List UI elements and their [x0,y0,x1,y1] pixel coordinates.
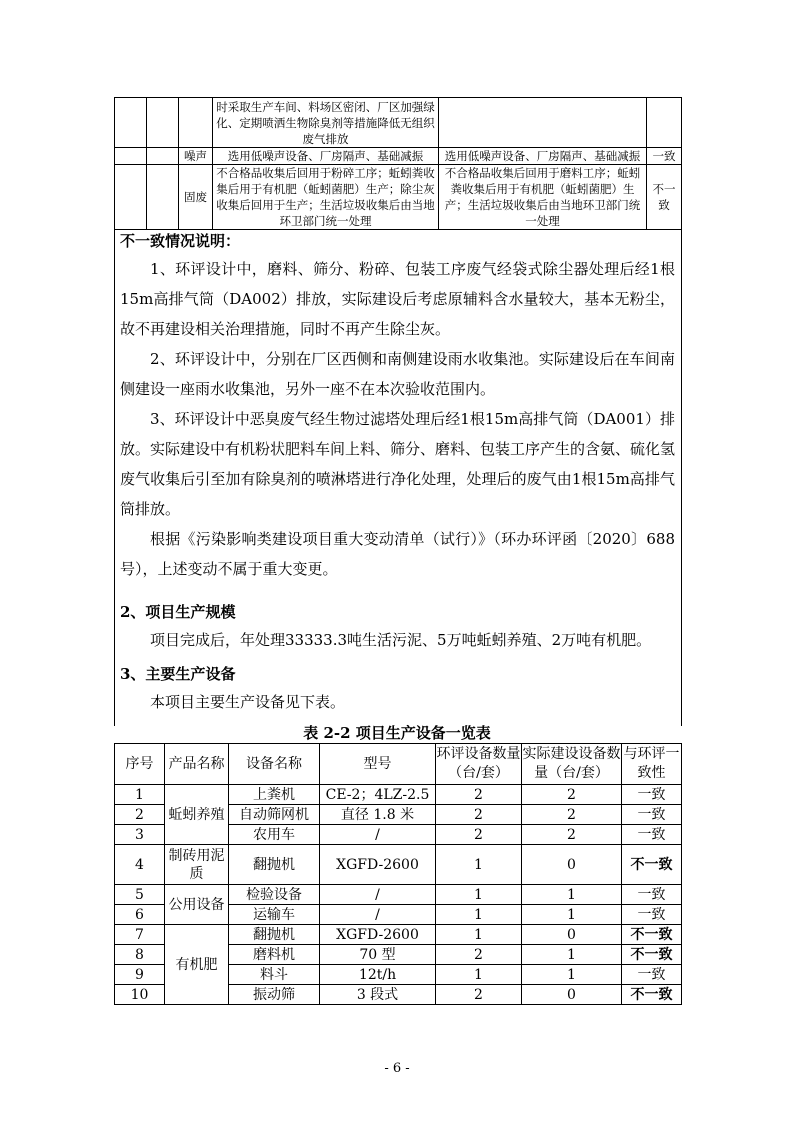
consistency-status: 一致 [622,805,682,825]
header-cell: 环评设备数量（台/套） [436,744,522,785]
equipment-model: / [320,905,436,925]
equipment-name: 运输车 [229,905,320,925]
equipment-name: 翻抛机 [229,845,320,885]
actual-quantity: 0 [522,925,622,945]
consistency-status: 一致 [622,965,682,985]
table-row [115,925,682,945]
header-cell: 型号 [320,744,436,785]
row-number: 1 [115,785,165,805]
table-cell [115,148,147,165]
actual-quantity: 0 [522,985,622,1005]
actual-measure-cell [439,98,647,148]
product-group-cell: 蚯蚓养殖 [165,785,229,845]
equipment-model: CE-2；4LZ-2.5 [320,785,436,805]
header-cell: 与环评一致性 [622,744,682,785]
env-measure-cell: 选用低噪声设备、厂房隔声、基础减振 [213,148,439,165]
consistency-status: 不一致 [622,925,682,945]
equipment-model: / [320,885,436,905]
equipment-name: 磨料机 [229,945,320,965]
table-row [115,148,682,165]
row-number: 9 [115,965,165,985]
env-quantity: 2 [436,945,522,965]
section-heading-scale: 2、项目生产规模 [120,603,236,621]
table-cell [147,148,179,165]
row-number: 2 [115,805,165,825]
page-number: - 6 - [384,1061,410,1076]
header-cell: 实际建设设备数量（台/套） [522,744,622,785]
row-number: 10 [115,985,165,1005]
consistency-status: 不一致 [622,945,682,965]
consistency-status: 一致 [622,825,682,845]
actual-quantity: 2 [522,825,622,845]
consistency-status: 一致 [622,885,682,905]
product-group-cell: 有机肥 [165,925,229,1005]
row-number: 4 [115,845,165,885]
consistency-status: 一致 [622,785,682,805]
env-quantity: 2 [436,805,522,825]
consistency-status: 不一致 [622,985,682,1005]
header-cell: 设备名称 [229,744,320,785]
consistency-cell: 一致 [647,148,682,165]
explanation-paragraph-2: 2、环评设计中，分别在厂区西侧和南侧建设雨水收集池。实际建设后在车间南侧建设一座雨水收集池，另外一座不在本次验收范围内。 [120,350,675,398]
equipment-name: 上粪机 [229,785,320,805]
category-cell: 固废 [179,165,213,230]
row-number: 6 [115,905,165,925]
equipment-name: 振动筛 [229,985,320,1005]
table-row [115,885,682,905]
equipment-model: 直径 1.8 米 [320,805,436,825]
table-row [115,845,682,885]
equipment-name: 检验设备 [229,885,320,905]
equipment-table [114,743,682,1005]
equipment-name: 农用车 [229,825,320,845]
equipment-intro-paragraph: 本项目主要生产设备见下表。 [150,693,346,711]
table-row [115,165,682,230]
category-cell: 噪声 [179,148,213,165]
table-row [115,98,682,148]
product-group-cell: 制砖用泥质 [165,845,229,885]
consistency-status: 一致 [622,905,682,925]
consistency-cell: 不一致 [647,165,682,230]
env-measure-cell: 时采取生产车间、料场区密闭、厂区加强绿化、定期喷洒生物除臭剂等措施降低无组织废气排放 [213,98,439,148]
equipment-name: 自动筛网机 [229,805,320,825]
env-quantity: 1 [436,905,522,925]
table-cell [147,98,179,148]
env-quantity: 1 [436,845,522,885]
equipment-model: XGFD-2600 [320,925,436,945]
equipment-name: 料斗 [229,965,320,985]
actual-quantity: 2 [522,785,622,805]
explanation-paragraph-3: 3、环评设计中恶臭废气经生物过滤塔处理后经1根15m高排气筒（DA001）排放。实际建设中有机粉状肥料车间上料、筛分、磨料、包装工序产生的含氨、硫化氢废气收集后引至加有除臭剂的喷淋塔进行净化处理，处理后的废气由1根15m高排气筒排放。 [120,410,676,518]
equipment-model: 70 型 [320,945,436,965]
env-quantity: 1 [436,925,522,945]
table-cell [115,165,147,230]
actual-quantity: 1 [522,965,622,985]
env-quantity: 1 [436,885,522,905]
inconsistency-heading: 不一致情况说明： [120,232,241,250]
actual-quantity: 2 [522,805,622,825]
equipment-model: XGFD-2600 [320,845,436,885]
table-header-row [115,744,682,785]
product-group-cell: 公用设备 [165,885,229,925]
mitigation-measures-table [114,97,682,230]
actual-measure-cell: 选用低噪声设备、厂房隔声、基础减振 [439,148,647,165]
header-cell: 产品名称 [165,744,229,785]
explanation-paragraph-4: 根据《污染影响类建设项目重大变动清单（试行）》（环办环评函〔2020〕688号），上述变动不属于重大变更。 [120,530,675,578]
consistency-status: 不一致 [622,845,682,885]
explanation-paragraph-1: 1、环评设计中，磨料、筛分、粉碎、包装工序废气经袋式除尘器处理后经1根15m高排气筒（DA002）排放，实际建设后考虑原辅料含水量较大，基本无粉尘，故不再建设相关治理措施，同时不再产生除尘灰。 [120,260,675,338]
table-cell [115,98,147,148]
equipment-model: 3 段式 [320,985,436,1005]
env-measure-cell: 不合格品收集后回用于粉碎工序；蚯蚓粪收集后用于有机肥（蚯蚓菌肥）生产；除尘灰收集后回用于生产；生活垃圾收集后由当地环卫部门统一处理 [213,165,439,230]
equipment-model: 12t/h [320,965,436,985]
row-number: 3 [115,825,165,845]
table-cell [147,165,179,230]
actual-measure-cell: 不合格品收集后回用于磨料工序；蚯蚓粪收集后用于有机肥（蚯蚓菌肥）生产；生活垃圾收集后由当地环卫部门统一处理 [439,165,647,230]
row-number: 5 [115,885,165,905]
actual-quantity: 1 [522,885,622,905]
section-heading-equipment: 3、主要生产设备 [120,665,236,683]
actual-quantity: 0 [522,845,622,885]
env-quantity: 2 [436,785,522,805]
env-quantity: 2 [436,825,522,845]
env-quantity: 1 [436,965,522,985]
actual-quantity: 1 [522,905,622,925]
row-number: 8 [115,945,165,965]
equipment-name: 翻抛机 [229,925,320,945]
consistency-cell [647,98,682,148]
equipment-model: / [320,825,436,845]
header-cell: 序号 [115,744,165,785]
actual-quantity: 1 [522,945,622,965]
table-cell [179,98,213,148]
production-scale-paragraph: 项目完成后，年处理33333.3吨生活污泥、5万吨蚯蚓养殖、2万吨有机肥。 [150,631,652,649]
table-row [115,785,682,805]
row-number: 7 [115,925,165,945]
table-title: 表 2-2 项目生产设备一览表 [303,724,491,742]
env-quantity: 2 [436,985,522,1005]
